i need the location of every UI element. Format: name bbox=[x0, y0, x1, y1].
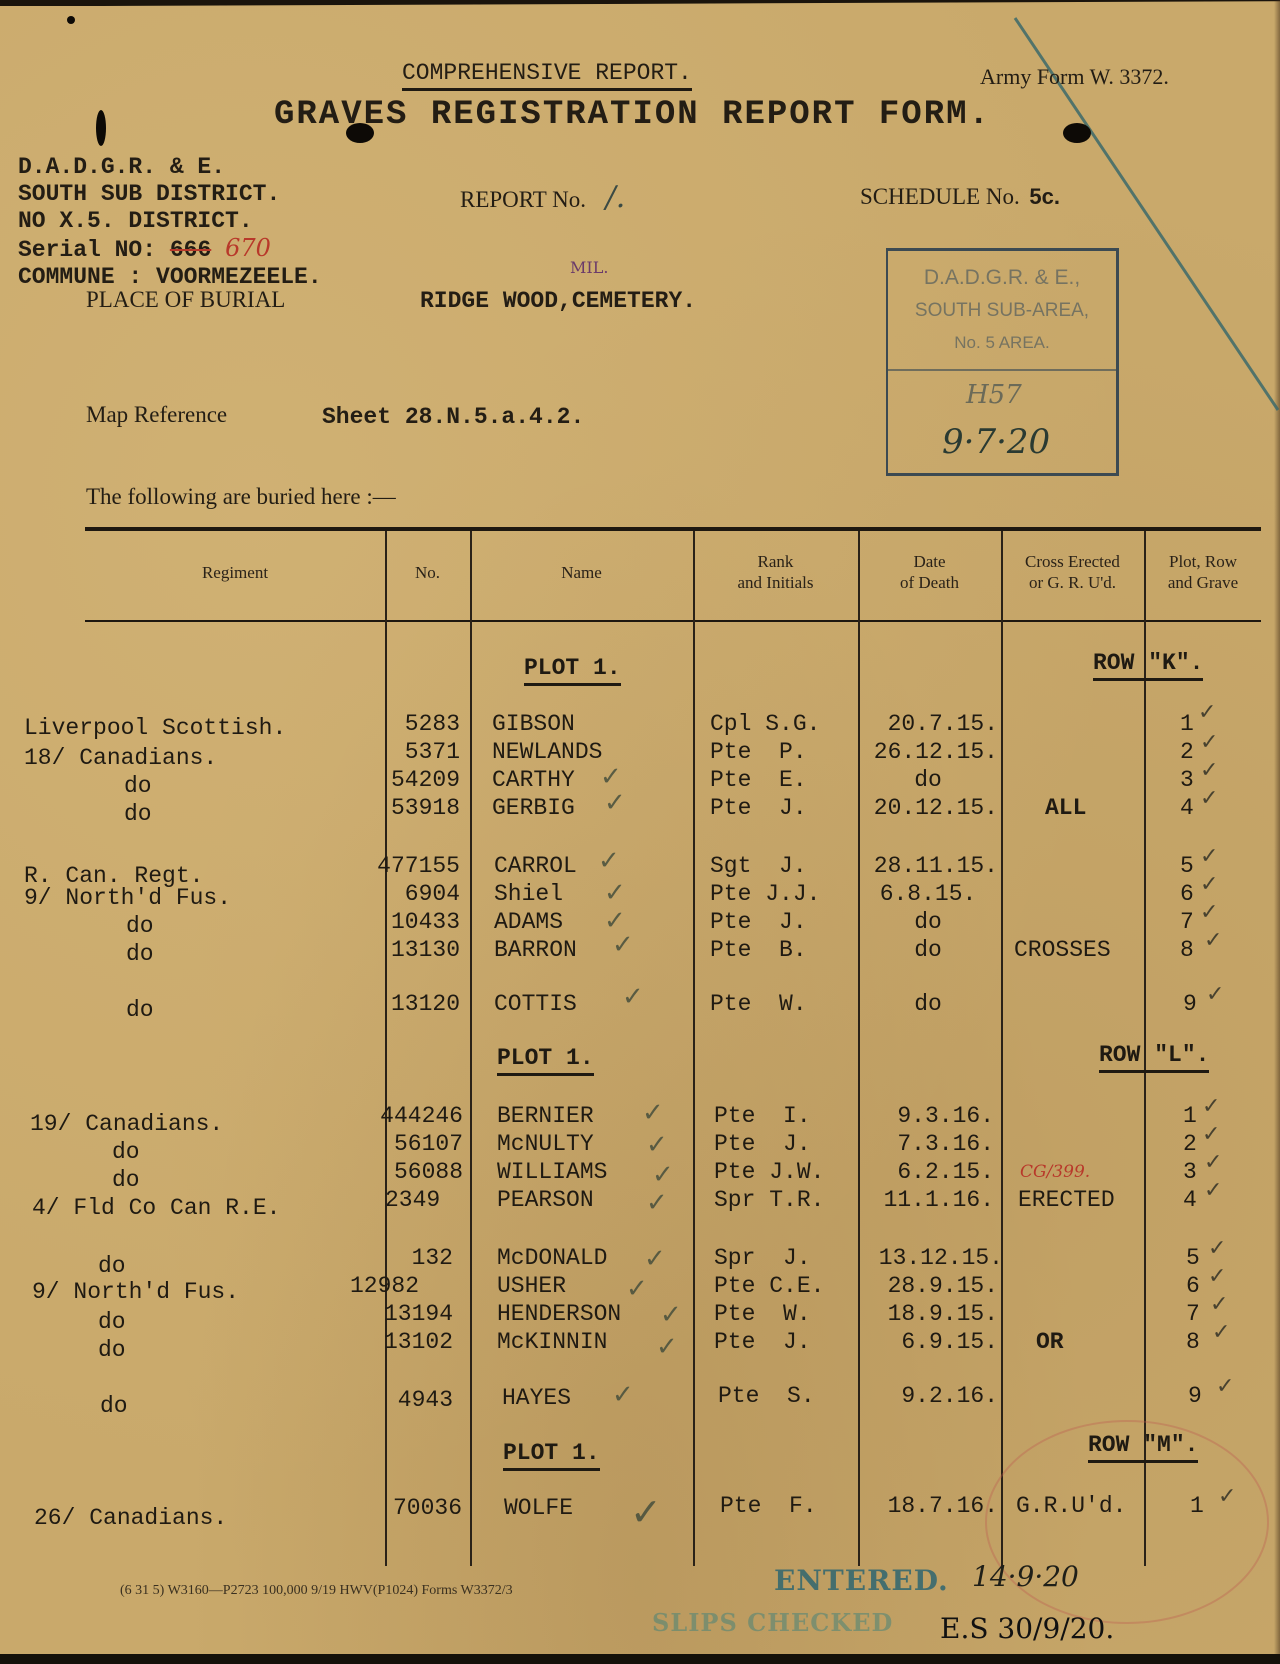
check-icon: ✓ bbox=[630, 1490, 662, 1534]
section-k-row: ROW "K". bbox=[1093, 650, 1203, 681]
check-icon: ✓ bbox=[656, 1332, 678, 1362]
grave-cell: 8 bbox=[1186, 1329, 1200, 1355]
office-line-2: SOUTH SUB DISTRICT. bbox=[18, 181, 281, 207]
regiment-cell: do bbox=[98, 1309, 126, 1335]
grave-cell: 2 bbox=[1183, 1131, 1197, 1157]
date-cell: 28.9.15. bbox=[887, 1273, 998, 1299]
date-cell: do bbox=[914, 909, 942, 935]
check-icon: ✓ bbox=[1212, 1320, 1231, 1345]
date-cell: 20.7.15. bbox=[887, 711, 998, 737]
serial-label: Serial NO: bbox=[18, 237, 157, 263]
regiment-cell: do bbox=[126, 997, 154, 1023]
regiment-cell: do bbox=[112, 1167, 140, 1193]
slips-hand-initials: E.S 30/9/20. bbox=[940, 1612, 1115, 1645]
commune-line: COMMUNE : VOORMEZEELE. bbox=[18, 264, 322, 290]
check-icon: ✓ bbox=[598, 846, 620, 876]
office-line-3: NO X.5. DISTRICT. bbox=[18, 208, 253, 234]
date-cell: do bbox=[914, 937, 942, 963]
name-cell: Shiel bbox=[494, 881, 564, 907]
section-m-plot: PLOT 1. bbox=[503, 1440, 600, 1471]
header-rank-line2: and Initials bbox=[737, 573, 814, 592]
check-icon: ✓ bbox=[1208, 1236, 1227, 1261]
number-cell: 5283 bbox=[404, 711, 460, 737]
printer-line: (6 31 5) W3160—P2723 100,000 9/19 HWV(P1024) Forms W3372/3 bbox=[120, 1583, 513, 1598]
number-cell: 4943 bbox=[397, 1387, 453, 1413]
header-date bbox=[858, 551, 1001, 593]
stamp-hand-date: 9·7·20 bbox=[942, 422, 1051, 462]
number-cell: 13120 bbox=[390, 991, 460, 1017]
regiment-cell: do bbox=[112, 1139, 140, 1165]
check-icon: ✓ bbox=[652, 1160, 674, 1190]
grave-cell: 3 bbox=[1183, 1159, 1197, 1185]
check-icon: ✓ bbox=[1210, 1292, 1229, 1317]
rank-cell: Pte J. bbox=[714, 1131, 811, 1157]
scan-edge-bottom bbox=[0, 1654, 1280, 1664]
number-cell: 5371 bbox=[404, 739, 460, 765]
office-line-1: D.A.D.G.R. & E. bbox=[18, 154, 226, 180]
name-cell: NEWLANDS bbox=[492, 739, 603, 765]
cross-note: ALL bbox=[1045, 795, 1087, 821]
grave-cell: 1 bbox=[1180, 711, 1194, 737]
date-cell: 11.1.16. bbox=[883, 1187, 994, 1213]
regiment-cell: do bbox=[126, 941, 154, 967]
name-cell: USHER bbox=[497, 1273, 567, 1299]
map-reference-value: Sheet 28.N.5.a.4.2. bbox=[322, 404, 585, 430]
rank-cell: Spr T.R. bbox=[714, 1187, 825, 1213]
number-cell: 56107 bbox=[393, 1131, 463, 1157]
check-icon: ✓ bbox=[612, 1380, 634, 1410]
regiment-cell: do bbox=[98, 1253, 126, 1279]
date-cell: 9.2.16. bbox=[901, 1383, 998, 1409]
rank-cell: Pte J. bbox=[710, 909, 807, 935]
check-icon: ✓ bbox=[1198, 700, 1217, 725]
col-divider-5 bbox=[1001, 531, 1003, 1566]
date-cell: 26.12.15. bbox=[873, 739, 998, 765]
number-cell: 2349 bbox=[385, 1187, 441, 1213]
number-cell: 477155 bbox=[377, 853, 460, 879]
report-number-value: /. bbox=[605, 180, 626, 215]
number-cell: 56088 bbox=[393, 1159, 463, 1185]
map-reference-label: Map Reference bbox=[86, 402, 228, 427]
number-cell: 12982 bbox=[350, 1273, 420, 1299]
date-cell: 6.8.15. bbox=[879, 881, 977, 907]
grave-cell: 7 bbox=[1180, 909, 1194, 935]
grave-cell: 6 bbox=[1186, 1273, 1200, 1299]
rank-cell: Pte P. bbox=[710, 739, 807, 765]
grave-cell: 6 bbox=[1180, 881, 1194, 907]
check-icon: ✓ bbox=[1200, 872, 1219, 897]
regiment-cell: 4/ Fld Co Can R.E. bbox=[32, 1195, 281, 1221]
date-cell: 13.12.15. bbox=[878, 1245, 1003, 1271]
check-icon: ✓ bbox=[660, 1300, 682, 1330]
section-m-row: ROW "M". bbox=[1088, 1432, 1198, 1463]
check-icon: ✓ bbox=[644, 1244, 666, 1274]
check-icon: ✓ bbox=[646, 1130, 668, 1160]
check-icon: ✓ bbox=[626, 1274, 648, 1304]
number-cell: 10433 bbox=[390, 909, 460, 935]
number-cell: 444246 bbox=[380, 1103, 463, 1129]
rank-cell: Pte J.W. bbox=[714, 1159, 825, 1185]
rank-cell: Pte J. bbox=[714, 1329, 811, 1355]
faint-date-stamp bbox=[985, 1420, 1269, 1624]
cross-annotation: CG/399. bbox=[1020, 1162, 1091, 1182]
regiment-cell: 19/ Canadians. bbox=[30, 1111, 224, 1137]
rank-cell: Pte I. bbox=[714, 1103, 811, 1129]
stamp-line-2: SOUTH SUB-AREA, bbox=[914, 300, 1090, 321]
date-cell: 20.12.15. bbox=[873, 795, 998, 821]
number-cell: 54209 bbox=[390, 767, 460, 793]
regiment-cell: do bbox=[124, 801, 152, 827]
name-cell: BERNIER bbox=[497, 1103, 594, 1129]
grave-cell: 8 bbox=[1180, 937, 1194, 963]
serial-struck: 666 bbox=[169, 237, 212, 263]
regiment-cell: do bbox=[124, 773, 152, 799]
cross-note: CROSSES bbox=[1014, 937, 1111, 963]
table-top-rule bbox=[85, 527, 1261, 531]
col-divider-4 bbox=[858, 531, 860, 1566]
regiment-cell: do bbox=[100, 1393, 128, 1419]
check-icon: ✓ bbox=[1202, 1094, 1221, 1119]
name-cell: ADAMS bbox=[494, 909, 564, 935]
report-number bbox=[460, 180, 625, 215]
check-icon: ✓ bbox=[642, 1098, 664, 1128]
date-cell: 18.9.15. bbox=[887, 1301, 998, 1327]
header-cross bbox=[1001, 551, 1144, 593]
stamp-line-1: D.A.D.G.R. & E., bbox=[923, 266, 1081, 289]
number-cell: 53918 bbox=[390, 795, 460, 821]
serial-line bbox=[18, 235, 322, 264]
rank-cell: Pte J. bbox=[710, 795, 807, 821]
name-cell: COTTIS bbox=[494, 991, 577, 1017]
army-form-number: Army Form W. 3372. bbox=[980, 64, 1169, 89]
number-cell: 6904 bbox=[404, 881, 460, 907]
section-k-plot: PLOT 1. bbox=[524, 655, 621, 686]
header-plot-line2: and Grave bbox=[1167, 573, 1239, 592]
cross-note: OR bbox=[1036, 1329, 1064, 1355]
name-cell: WILLIAMS bbox=[497, 1159, 608, 1185]
regiment-cell: R. Can. Regt. bbox=[24, 863, 204, 889]
office-block bbox=[18, 154, 322, 291]
check-icon: ✓ bbox=[604, 788, 626, 818]
table-header-rule bbox=[85, 620, 1261, 622]
grave-cell: 3 bbox=[1180, 767, 1194, 793]
grave-cell: 4 bbox=[1183, 1187, 1197, 1213]
stamp-hand-ref: H57 bbox=[966, 380, 1022, 410]
name-cell: McKINNIN bbox=[497, 1329, 608, 1355]
grave-cell: 1 bbox=[1183, 1103, 1197, 1129]
grave-cell: 4 bbox=[1180, 795, 1194, 821]
name-cell: HAYES bbox=[502, 1385, 572, 1411]
name-cell: WOLFE bbox=[504, 1495, 574, 1521]
schedule-number-label: SCHEDULE No. bbox=[860, 184, 1020, 209]
cross-note: ERECTED bbox=[1018, 1187, 1115, 1213]
date-cell: 9.3.16. bbox=[897, 1103, 994, 1129]
regiment-cell: 18/ Canadians. bbox=[24, 745, 218, 771]
check-icon: ✓ bbox=[1200, 758, 1219, 783]
number-cell: 132 bbox=[411, 1245, 453, 1271]
date-cell: 28.11.15. bbox=[873, 853, 998, 879]
check-icon: ✓ bbox=[604, 878, 626, 908]
section-l-plot: PLOT 1. bbox=[497, 1045, 594, 1076]
rank-cell: Pte S. bbox=[718, 1383, 815, 1409]
serial-corrected: 670 bbox=[225, 234, 271, 262]
rank-cell: Sgt J. bbox=[710, 853, 807, 879]
grave-cell: 5 bbox=[1186, 1245, 1200, 1271]
buried-intro: The following are buried here :— bbox=[86, 484, 396, 509]
check-icon: ✓ bbox=[1204, 1150, 1223, 1175]
name-cell: GERBIG bbox=[492, 795, 575, 821]
name-cell: HENDERSON bbox=[497, 1301, 622, 1327]
rank-cell: Pte J.J. bbox=[710, 881, 821, 907]
name-cell: CARROL bbox=[494, 853, 577, 879]
rank-cell: Pte B. bbox=[710, 937, 807, 963]
header-name: Name bbox=[561, 563, 602, 582]
rank-cell: Cpl S.G. bbox=[710, 711, 821, 737]
rank-cell: Pte W. bbox=[710, 991, 807, 1017]
check-icon: ✓ bbox=[1216, 1374, 1235, 1399]
check-icon: ✓ bbox=[604, 906, 626, 936]
header-no: No. bbox=[414, 563, 441, 582]
rank-cell: Pte E. bbox=[710, 767, 807, 793]
check-icon: ✓ bbox=[1200, 844, 1219, 869]
date-cell: do bbox=[914, 767, 942, 793]
header-date-line2: of Death bbox=[899, 573, 959, 592]
stamp-line-3: No. 5 AREA. bbox=[954, 333, 1050, 352]
grave-cell: 1 bbox=[1190, 1493, 1204, 1519]
name-cell: GIBSON bbox=[492, 711, 575, 737]
number-cell: 13194 bbox=[383, 1301, 453, 1327]
check-icon: ✓ bbox=[1208, 1264, 1227, 1289]
entered-hand-date: 14·9·20 bbox=[972, 1560, 1079, 1593]
place-insert-mil: MIL. bbox=[570, 258, 609, 277]
header-cross-line1: Cross Erected bbox=[1025, 552, 1120, 571]
rank-cell: Pte F. bbox=[720, 1493, 817, 1519]
regiment-cell: 9/ North'd Fus. bbox=[24, 885, 232, 911]
report-type-heading: COMPREHENSIVE REPORT. bbox=[402, 60, 692, 91]
check-icon: ✓ bbox=[646, 1188, 668, 1218]
number-cell: 70036 bbox=[392, 1495, 462, 1521]
check-icon: ✓ bbox=[1204, 1178, 1223, 1203]
header-plot-line1: Plot, Row bbox=[1168, 552, 1238, 571]
check-icon: ✓ bbox=[600, 762, 622, 792]
check-icon: ✓ bbox=[612, 930, 634, 960]
number-cell: 13130 bbox=[390, 937, 460, 963]
rank-cell: Pte W. bbox=[714, 1301, 811, 1327]
header-rank bbox=[693, 551, 858, 593]
name-cell: PEARSON bbox=[497, 1187, 594, 1213]
regiment-cell: do bbox=[98, 1337, 126, 1363]
col-divider-3 bbox=[693, 531, 695, 1566]
col-divider-2 bbox=[470, 531, 472, 1566]
rank-cell: Pte C.E. bbox=[714, 1273, 825, 1299]
date-cell: 6.9.15. bbox=[901, 1329, 998, 1355]
cross-cell: G.R.U'd. bbox=[1016, 1493, 1127, 1519]
grave-cell: 9 bbox=[1183, 991, 1197, 1017]
check-icon: ✓ bbox=[1204, 928, 1223, 953]
grave-cell: 7 bbox=[1186, 1301, 1200, 1327]
check-icon: ✓ bbox=[622, 982, 644, 1012]
date-cell: do bbox=[914, 991, 942, 1017]
check-icon: ✓ bbox=[1202, 1122, 1221, 1147]
name-cell: McDONALD bbox=[497, 1245, 608, 1271]
name-cell: McNULTY bbox=[497, 1131, 594, 1157]
check-icon: ✓ bbox=[1218, 1484, 1237, 1509]
grave-cell: 2 bbox=[1180, 739, 1194, 765]
number-cell: 13102 bbox=[383, 1329, 453, 1355]
schedule-number bbox=[860, 184, 1060, 210]
header-plot bbox=[1144, 551, 1262, 593]
check-icon: ✓ bbox=[1206, 982, 1225, 1007]
date-cell: 6.2.15. bbox=[897, 1159, 994, 1185]
regiment-cell: do bbox=[126, 913, 154, 939]
section-l-row: ROW "L". bbox=[1099, 1042, 1209, 1073]
place-of-burial-label: PLACE OF BURIAL bbox=[86, 287, 286, 312]
check-icon: ✓ bbox=[1200, 786, 1219, 811]
grave-cell: 9 bbox=[1188, 1383, 1202, 1409]
header-cross-line2: or G. R. U'd. bbox=[1028, 573, 1117, 592]
regiment-cell: 9/ North'd Fus. bbox=[32, 1279, 240, 1305]
date-cell: 7.3.16. bbox=[897, 1131, 994, 1157]
entered-stamp: ENTERED. bbox=[774, 1564, 949, 1597]
rank-cell: Spr J. bbox=[714, 1245, 811, 1271]
header-rank-line1: Rank bbox=[757, 552, 794, 571]
slips-checked-stamp: SLIPS CHECKED bbox=[652, 1608, 894, 1637]
report-number-label: REPORT No. bbox=[460, 187, 586, 212]
name-cell: BARRON bbox=[494, 937, 577, 963]
header-regiment: Regiment bbox=[201, 563, 269, 582]
form-title: GRAVES REGISTRATION REPORT FORM. bbox=[274, 96, 991, 134]
regiment-cell: 26/ Canadians. bbox=[34, 1505, 228, 1531]
grave-cell: 5 bbox=[1180, 853, 1194, 879]
schedule-number-value: 5c. bbox=[1029, 184, 1060, 209]
date-cell: 18.7.16. bbox=[887, 1493, 998, 1519]
check-icon: ✓ bbox=[1200, 900, 1219, 925]
check-icon: ✓ bbox=[1200, 730, 1219, 755]
header-date-line1: Date bbox=[913, 552, 946, 571]
name-cell: CARTHY bbox=[492, 767, 575, 793]
place-of-burial-value: RIDGE WOOD,CEMETERY. bbox=[420, 288, 697, 314]
regiment-cell: Liverpool Scottish. bbox=[24, 715, 287, 741]
